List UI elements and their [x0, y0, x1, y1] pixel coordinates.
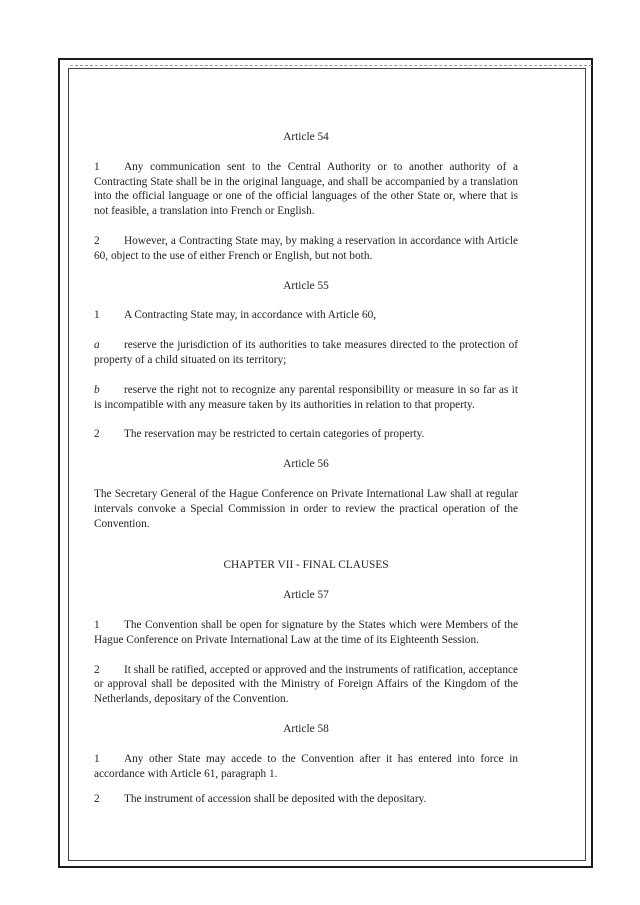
paragraph-number: 1 — [94, 618, 100, 631]
article-55-item-a — [94, 338, 518, 368]
article-54-paragraph-1 — [94, 160, 518, 219]
article-58-heading: Article 58 — [283, 722, 329, 735]
paragraph-number: 1 — [94, 309, 100, 322]
paragraph-text: It shall be ratified, accepted or approved and the instruments of ratification, acceptance or approval shall be deposited with the Ministry of Foreign Affairs of the Kingdom of the Netherlands, depositary of the Convention. — [94, 663, 518, 706]
chapter-7-heading: CHAPTER VII - FINAL CLAUSES — [223, 559, 389, 572]
paragraph-text: Any other State may accede to the Convention after it has entered into force in accordance with Article 61, paragraph 1. — [94, 752, 518, 780]
paragraph-number: 2 — [94, 793, 100, 806]
article-56-heading: Article 56 — [283, 458, 329, 471]
paragraph-number: 2 — [94, 663, 100, 676]
article-54-heading: Article 54 — [283, 131, 329, 143]
article-56-paragraph: The Secretary General of the Hague Conference on Private International Law shall at regular intervals convoke a Special Commission in order to review the practical operation of the Convention. — [94, 487, 518, 530]
paragraph-text: The Convention shall be open for signature by the States which were Members of the Hague Conference on Private International Law at the time of its Eighteenth Session. — [94, 618, 518, 646]
page-border-dash — [70, 65, 592, 67]
article-55-paragraph-2 — [94, 427, 518, 442]
article-57-paragraph-1 — [94, 618, 518, 648]
article-58-paragraph-1 — [94, 752, 518, 782]
paragraph-text: The instrument of accession shall be deposited with the depositary. — [124, 793, 427, 806]
paragraph-text: Any communication sent to the Central Authority or to another authority of a Contracting State shall be in the original language, and shall be accompanied by a translation into the official language or one of the official languages of the other State or, where that is not feasible, a translation into French or English. — [94, 160, 518, 218]
article-55-item-b — [94, 383, 518, 413]
paragraph-number: 2 — [94, 234, 100, 247]
item-letter: a — [94, 339, 100, 352]
document-body — [94, 130, 518, 807]
paragraph-number: 1 — [94, 160, 100, 173]
paragraph-number: 1 — [94, 752, 100, 765]
article-55-heading: Article 55 — [283, 279, 329, 292]
item-letter: b — [94, 383, 100, 396]
paragraph-text: The reservation may be restricted to certain categories of property. — [124, 428, 425, 441]
article-57-heading: Article 57 — [283, 589, 329, 602]
paragraph-number: 2 — [94, 428, 100, 441]
paragraph-text: However, a Contracting State may, by making a reservation in accordance with Article 60, object to the use of either French or English, but not both. — [94, 234, 518, 262]
paragraph-text: reserve the right not to recognize any parental responsibility or measure in so far as it is incompatible with any measure taken by its authorities in relation to that property. — [94, 383, 518, 411]
article-55-paragraph-1 — [94, 308, 518, 323]
article-58-paragraph-2 — [94, 792, 518, 807]
article-54-paragraph-2 — [94, 234, 518, 264]
paragraph-text: reserve the jurisdiction of its authorities to take measures directed to the protection of property of a child situated on its territory; — [94, 339, 518, 366]
article-57-paragraph-2 — [94, 663, 518, 707]
paragraph-text: A Contracting State may, in accordance with Article 60, — [124, 309, 377, 322]
